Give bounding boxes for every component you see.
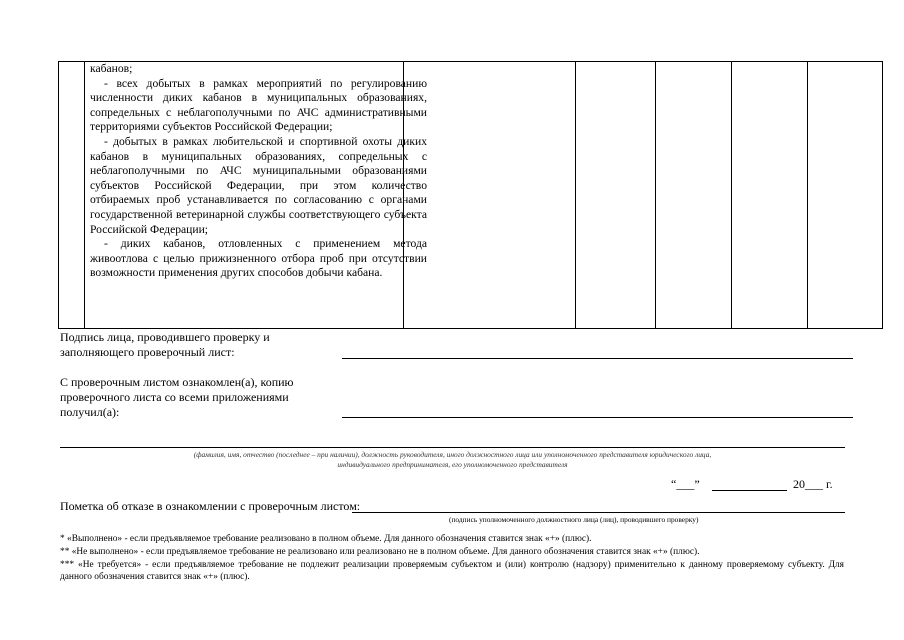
- footnote-completed: * «Выполнено» - если предъявляемое требование реализовано в полном объеме. Для данного обозначения ставится знак «+» (плюс).: [60, 534, 592, 544]
- caption-line: индивидуального предпринимателя, его уполномоченного представителя: [337, 460, 568, 469]
- requirement-paragraph: - добытых в рамках любительской и спортивной охоты диких кабанов в муниципальных образованиях, сопредельных с неблагополучными по АЧС муниципальными образованиями субъектов Российской Федерации, при этом количество отбираемых проб устанавливается по согласованию с органами государственной ветеринарной службы соответствующего субъекта Российской Федерации;: [90, 134, 427, 236]
- column-divider: [575, 62, 576, 328]
- requirement-paragraph: - диких кабанов, отловленных с применением метода живоотлова с целью прижизненного отбора проб при отсутствии возможности применения других способов добычи кабана.: [90, 237, 427, 280]
- column-divider: [84, 62, 85, 328]
- acquainted-label: получил(а):: [60, 405, 120, 419]
- acquainted-signature-line[interactable]: [342, 417, 853, 418]
- date-year: 20___ г.: [793, 477, 833, 491]
- representative-name-caption: [60, 450, 845, 470]
- refusal-caption: (подпись уполномоченного должностного лица (лиц), проводившего проверку): [449, 515, 699, 524]
- acquainted-label: С проверочным листом ознакомлен(а), копию: [60, 375, 294, 389]
- date-day: “___”: [671, 477, 700, 491]
- requirement-paragraph: - всех добытых в рамках мероприятий по регулированию численности диких кабанов в муниципальных образованиях, сопредельных с неблагополучными по АЧС административными территориями субъектов Российской Федерации;: [90, 76, 427, 134]
- column-divider: [807, 62, 808, 328]
- requirement-cell: [90, 62, 427, 281]
- column-divider: [731, 62, 732, 328]
- footnote-not-completed: ** «Не выполнено» - если предъявляемое требование не реализовано или реализовано не в полном объеме. Для данного обозначения ставится знак «+» (плюс).: [60, 547, 700, 557]
- inspector-signature-label: заполняющего проверочный лист:: [60, 345, 235, 359]
- acquainted-label: проверочного листа со всеми приложениями: [60, 390, 289, 404]
- requirements-table: [58, 61, 883, 329]
- requirement-paragraph: кабанов;: [90, 62, 133, 75]
- inspector-signature-line[interactable]: [342, 358, 853, 359]
- refusal-signature-line[interactable]: [352, 512, 845, 513]
- inspector-signature-label: Подпись лица, проводившего проверку и: [60, 330, 270, 344]
- footnote-not-required: *** «Не требуется» - если предъявляемое требование не подлежит реализации проверяемым субъектом и (или) контролю (надзору) применительно к данному проверяемому субъекту. Для данного обозначения ставится знак «+» (плюс).: [60, 560, 844, 582]
- refusal-label: Пометка об отказе в ознакомлении с проверочным листом:: [60, 499, 361, 513]
- representative-name-line[interactable]: [60, 447, 845, 448]
- column-divider: [655, 62, 656, 328]
- date-month-line[interactable]: [712, 490, 787, 491]
- caption-line: (фамилия, имя, отчество (последнее – при наличии), должность руководителя, иного должностного лица или уполномоченного представителя юридического лица,: [193, 450, 712, 459]
